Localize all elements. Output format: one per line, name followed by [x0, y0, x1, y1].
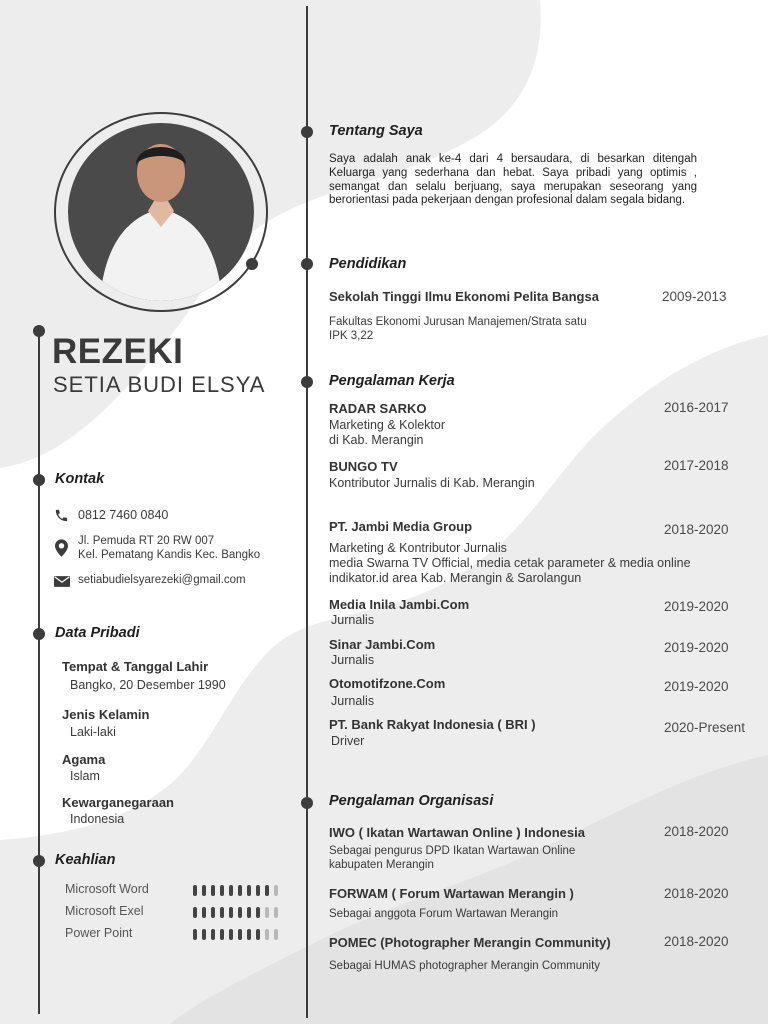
work-desc: Driver [331, 734, 365, 748]
school-name: Sekolah Tinggi Ilmu Ekonomi Pelita Bangsa [329, 289, 599, 304]
skill-bar-empty [274, 885, 278, 896]
work-years: 2019-2020 [664, 679, 729, 694]
skill-bar-filled [229, 929, 233, 940]
org-years: 2018-2020 [664, 886, 729, 901]
profile-photo [68, 123, 254, 301]
location-icon [55, 539, 68, 557]
org-years: 2018-2020 [664, 824, 729, 839]
skill-bar-empty [274, 929, 278, 940]
org-desc: Sebagai anggota Forum Wartawan Merangin [329, 908, 559, 920]
main-timeline-line [306, 6, 308, 1018]
skill-bar-filled [193, 907, 197, 918]
work-dot [301, 376, 313, 388]
skill-bar-filled [265, 885, 269, 896]
skill-bar-filled [247, 907, 251, 918]
education-line-2: IPK 3,22 [329, 330, 374, 342]
skill-bar-filled [202, 885, 206, 896]
mail-icon [54, 576, 70, 587]
contact-dot [33, 474, 45, 486]
org-desc: Sebagai HUMAS photographer Merangin Community [329, 960, 601, 972]
skill-bar-filled [238, 885, 242, 896]
org-years: 2018-2020 [664, 934, 729, 949]
work-years: 2018-2020 [664, 522, 729, 537]
education-dot [301, 258, 313, 270]
work-company: RADAR SARKO [329, 401, 427, 416]
person-silhouette [68, 123, 254, 301]
nationality-label: Kewarganegaraan [62, 795, 174, 810]
work-company: Media Inila Jambi.Com [329, 597, 470, 612]
skill-bar-filled [220, 907, 224, 918]
skill-bar-filled [202, 929, 206, 940]
skill-bar-filled [256, 885, 260, 896]
nationality-value: Indonesia [70, 812, 125, 826]
about-dot [301, 126, 313, 138]
phone-number: 0812 7460 0840 [78, 508, 169, 522]
work-desc: Kontributor Jurnalis di Kab. Merangin [329, 476, 535, 490]
work-desc: Marketing & Kontributor Jurnalis [329, 541, 507, 555]
personal-dot [33, 628, 45, 640]
work-company: Sinar Jambi.Com [329, 637, 436, 652]
skill-level-bars [193, 885, 278, 896]
photo-dot [246, 258, 258, 270]
last-name: SETIA BUDI ELSYA [53, 372, 266, 397]
work-desc: di Kab. Merangin [329, 433, 424, 447]
org-name: FORWAM ( Forum Wartawan Merangin ) [329, 886, 574, 901]
org-name: IWO ( Ikatan Wartawan Online ) Indonesia [329, 825, 585, 840]
skill-name: Power Point [65, 926, 133, 940]
work-company: Otomotifzone.Com [329, 676, 446, 691]
phone-icon [54, 508, 69, 523]
religion-label: Agama [62, 752, 106, 767]
work-company: PT. Jambi Media Group [329, 519, 473, 534]
work-desc: Jurnalis [331, 613, 375, 627]
skill-bar-filled [256, 929, 260, 940]
name-dot [33, 325, 45, 337]
skill-bar-filled [220, 929, 224, 940]
contact-title: Kontak [55, 471, 105, 487]
skill-bar-filled [211, 929, 215, 940]
organization-dot [301, 797, 313, 809]
skill-bar-filled [211, 907, 215, 918]
skill-name: Microsoft Word [65, 882, 149, 896]
skill-name: Microsoft Exel [65, 904, 144, 918]
skills-dot [33, 855, 45, 867]
organization-title: Pengalaman Organisasi [329, 793, 494, 809]
org-name: POMEC (Photographer Merangin Community) [329, 935, 611, 950]
work-years: 2019-2020 [664, 640, 729, 655]
work-years: 2020-Present [664, 720, 746, 735]
skill-bar-empty [265, 929, 269, 940]
work-desc: Marketing & Kolektor [329, 418, 446, 432]
skill-bar-filled [229, 885, 233, 896]
education-line-1: Fakultas Ekonomi Jurusan Manajemen/Strata satu [329, 316, 587, 328]
org-desc: kabupaten Merangin [329, 859, 434, 871]
work-years: 2016-2017 [664, 400, 729, 415]
skill-bar-filled [247, 929, 251, 940]
work-desc: media Swarna TV Official, media cetak parameter & media online [329, 556, 691, 570]
work-company: PT. Bank Rakyat Indonesia ( BRI ) [329, 717, 536, 732]
skill-bar-filled [220, 885, 224, 896]
email-address: setiabudielsyarezeki@gmail.com [78, 574, 246, 586]
skill-level-bars [193, 929, 278, 940]
religion-value: Islam [70, 769, 100, 783]
skill-bar-filled [238, 929, 242, 940]
birth-label: Tempat & Tanggal Lahir [62, 659, 209, 674]
address-line-1: Jl. Pemuda RT 20 RW 007 [78, 535, 215, 547]
skill-bar-empty [265, 907, 269, 918]
skill-bar-empty [274, 907, 278, 918]
work-years: 2019-2020 [664, 599, 729, 614]
work-desc: indikator.id area Kab. Merangin & Sarolangun [329, 571, 582, 585]
skills-title: Keahlian [55, 852, 116, 868]
about-title: Tentang Saya [329, 123, 423, 139]
work-years: 2017-2018 [664, 458, 729, 473]
skill-bar-filled [256, 907, 260, 918]
birth-value: Bangko, 20 Desember 1990 [70, 678, 226, 692]
skill-bar-filled [247, 885, 251, 896]
education-years: 2009-2013 [662, 289, 727, 304]
personal-title: Data Pribadi [55, 625, 140, 641]
skill-bar-filled [211, 885, 215, 896]
org-desc: Sebagai pengurus DPD Ikatan Wartawan Online [329, 845, 576, 857]
address-line-2: Kel. Pematang Kandis Kec. Bangko [78, 549, 261, 561]
work-desc: Jurnalis [331, 653, 375, 667]
first-name: REZEKI [52, 332, 184, 371]
skill-bar-filled [202, 907, 206, 918]
work-desc: Jurnalis [331, 694, 375, 708]
gender-value: Laki-laki [70, 725, 116, 739]
education-title: Pendidikan [329, 256, 407, 272]
skill-bar-filled [193, 929, 197, 940]
about-text: Saya adalah anak ke-4 dari 4 bersaudara, di besarkan ditengah Keluarga yang sederhana dan hebat. Saya pribadi yang optimis , semangat dan selalu berjuang, saya merupakan seseorang yang berorientasi pada pekerjaan dengan profesional dalam segala bidang. [329, 153, 697, 207]
sidebar-timeline-line [38, 330, 40, 1014]
gender-label: Jenis Kelamin [62, 707, 150, 722]
skill-bar-filled [229, 907, 233, 918]
skill-bar-filled [193, 885, 197, 896]
skill-bar-filled [238, 907, 242, 918]
skill-level-bars [193, 907, 278, 918]
work-title: Pengalaman Kerja [329, 373, 455, 389]
work-company: BUNGO TV [329, 459, 398, 474]
